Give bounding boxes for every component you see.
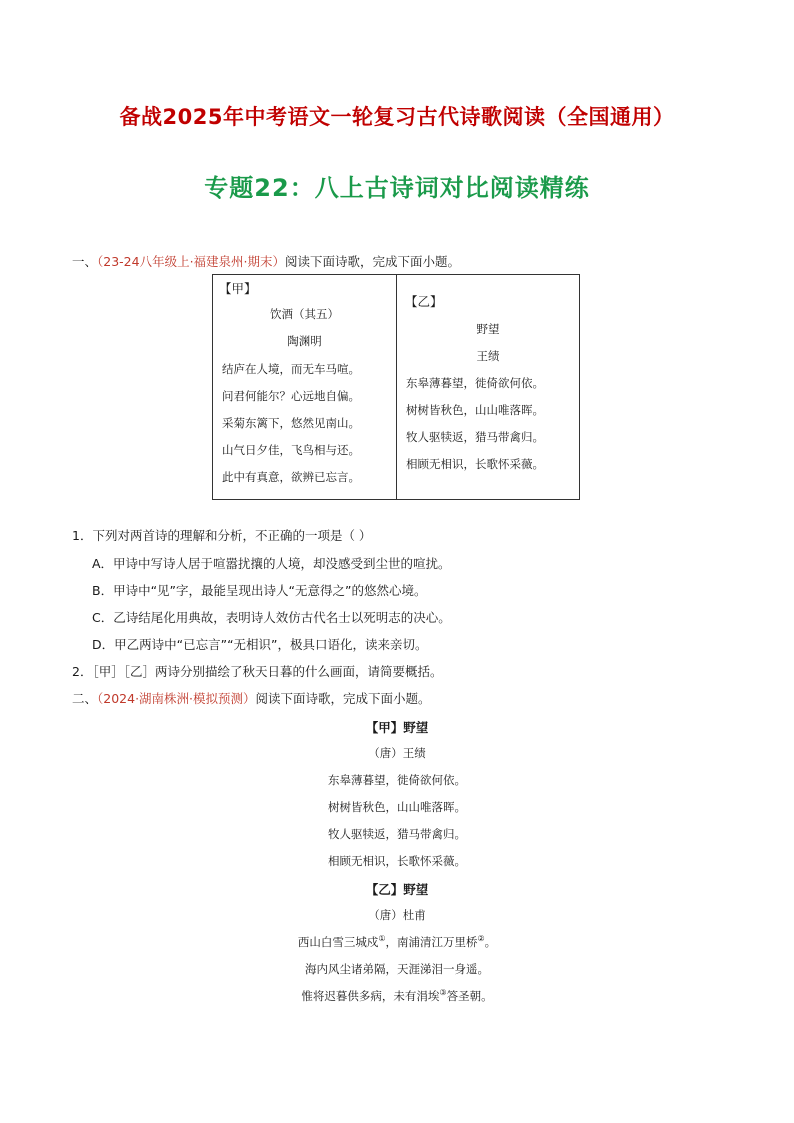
s2-poem-b-text: 惟将迟暮供多病，未有涓埃 [301, 989, 440, 1003]
poem-a-author: 陶渊明 [287, 334, 322, 348]
s2-poem-a-line: 相顾无相识，长歌怀采薇。 [328, 854, 466, 868]
poem-a-cell [213, 275, 396, 499]
poem-a-title: 饮酒（其五） [270, 307, 339, 321]
s2-poem-a-author: （唐）王绩 [368, 746, 426, 760]
poem-comparison-table [212, 274, 580, 500]
s2-poem-b-heading: 【乙】野望 [365, 882, 429, 897]
poem-a-line: 山气日夕佳，飞鸟相与还。 [222, 443, 360, 457]
poem-b-tag: 【乙】 [405, 294, 443, 309]
poem-b-line: 牧人驱犊返，猎马带禽归。 [406, 430, 544, 444]
question-2: 2．［甲］［乙］两诗分别描绘了秋天日暮的什么画面，请简要概括。 [72, 664, 443, 679]
footnote-marker: ② [477, 934, 485, 944]
poem-a-line: 此中有真意，欲辨已忘言。 [222, 470, 360, 484]
poem-b-line: 东皋薄暮望，徙倚欲何依。 [406, 376, 544, 390]
poem-b-line: 相顾无相识，长歌怀采薇。 [406, 457, 544, 471]
poem-b-cell [397, 275, 579, 499]
document-subtitle: 专题22：八上古诗词对比阅读精练 [204, 174, 590, 202]
s2-poem-b-text: 答圣朝。 [446, 989, 493, 1003]
s2-poem-b-author: （唐）杜甫 [368, 908, 426, 922]
option-d: D．甲乙两诗中“已忘言”“无相识”，极具口语化，读来亲切。 [92, 637, 428, 652]
option-a: A．甲诗中写诗人居于喧嚣扰攘的人境，却没感受到尘世的喧扰。 [92, 556, 451, 571]
question-1-stem: 1．下列对两首诗的理解和分析，不正确的一项是（ ） [72, 528, 372, 543]
footnote-marker: ③ [439, 988, 447, 998]
s2-poem-a-heading: 【甲】野望 [365, 720, 429, 735]
poem-b-line: 树树皆秋色，山山唯落晖。 [406, 403, 544, 417]
s2-poem-b-text: 西山白雪三城戍 [297, 935, 379, 949]
poem-b-title: 野望 [476, 322, 500, 336]
section1-prefix: 一、 [72, 254, 98, 269]
section2-intro [72, 690, 431, 708]
section2-source: （2024·湖南株洲·模拟预测） [97, 691, 256, 706]
s2-poem-b-text: ，南浦清江万里桥 [385, 935, 478, 949]
section1-intro [72, 253, 460, 271]
section2-prefix: 二、 [72, 691, 98, 706]
document-title: 备战2025年中考语文一轮复习古代诗歌阅读（全国通用） [119, 105, 675, 129]
s2-poem-b-line-1 [0, 934, 794, 950]
s2-poem-a-line: 树树皆秋色，山山唯落晖。 [328, 800, 466, 814]
s2-poem-b-text: 。 [484, 935, 497, 949]
footnote-marker: ① [378, 934, 386, 944]
s2-poem-a-line: 东皋薄暮望，徙倚欲何依。 [328, 773, 466, 787]
poem-a-line: 结庐在人境，而无车马喧。 [222, 362, 360, 376]
poem-a-tag: 【甲】 [219, 281, 257, 296]
poem-a-line: 问君何能尔？心远地自偏。 [222, 389, 360, 403]
s2-poem-a-line: 牧人驱犊返，猎马带禽归。 [328, 827, 466, 841]
s2-poem-b-line-2: 海内风尘诸弟隔，天涯涕泪一身遥。 [305, 962, 489, 976]
section1-instruction: 阅读下面诗歌，完成下面小题。 [285, 254, 461, 269]
section2-instruction: 阅读下面诗歌，完成下面小题。 [255, 691, 431, 706]
option-b: B．甲诗中“见”字，最能呈现出诗人“无意得之”的悠然心境。 [92, 583, 427, 598]
s2-poem-b-line-3 [0, 988, 794, 1004]
section1-source: （23-24八年级上·福建泉州·期末） [97, 254, 286, 269]
poem-a-line: 采菊东篱下，悠然见南山。 [222, 416, 360, 430]
poem-b-author: 王绩 [476, 349, 500, 363]
option-c: C．乙诗结尾化用典故，表明诗人效仿古代名士以死明志的决心。 [92, 610, 451, 625]
